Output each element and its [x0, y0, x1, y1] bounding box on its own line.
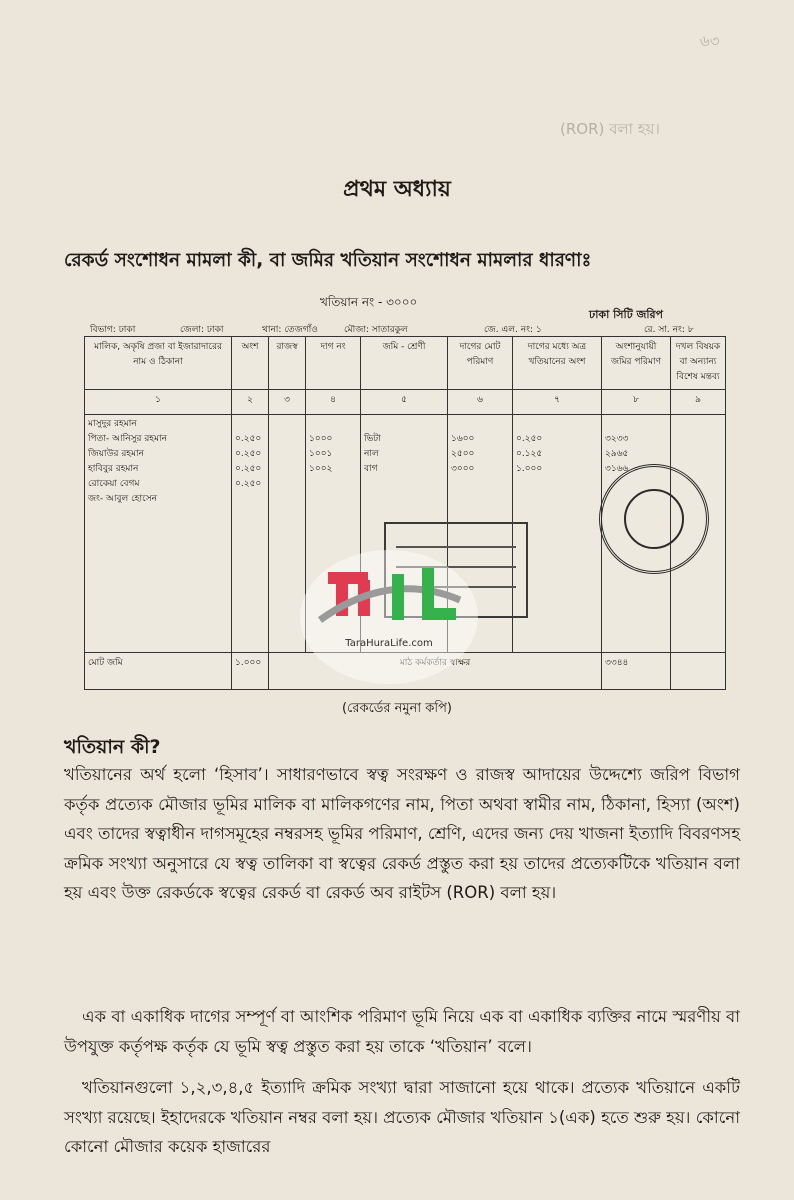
- page-title: রেকর্ড সংশোধন মামলা কী, বা জমির খতিয়ান সংশোধন মামলার ধারণাঃ: [64, 250, 592, 271]
- footer-label: মোট জমি: [85, 652, 232, 689]
- total-area-value: ১৬০০: [451, 433, 475, 444]
- index-cell: ১: [85, 390, 232, 415]
- index-cell: ৭: [513, 390, 602, 415]
- index-cell: ২: [232, 390, 269, 415]
- land-class: ভিটা: [364, 433, 381, 444]
- owner-name: পিতা- আনিসুর রহমান: [88, 433, 168, 444]
- index-cell: ৪: [306, 390, 361, 415]
- index-cell: ৮: [602, 390, 671, 415]
- owner-name: রোকেয়া বেগম: [88, 478, 140, 489]
- index-cell: ৩: [269, 390, 306, 415]
- bleed-through-text: (ROR) বলা হয়।: [560, 120, 660, 138]
- land-class: বাগ: [364, 463, 378, 474]
- owner-name: হাবিবুর রহমান: [88, 463, 139, 474]
- portion-value: ১.০০০: [516, 463, 543, 474]
- land-area-value: ৩১৬৬: [605, 463, 629, 474]
- share-cell: [232, 414, 269, 652]
- footer-share: ১.০০০: [232, 652, 269, 689]
- total-area-value: ৩০০০: [451, 463, 475, 474]
- index-cell: ৯: [671, 390, 726, 415]
- chapter-heading: প্রথম অধ্যায়: [343, 176, 451, 202]
- khatian-number: খতিয়ান নং - ৩০০০: [320, 295, 418, 309]
- jl-number: জে. এল. নং: ১: [484, 325, 542, 335]
- index-cell: ৬: [448, 390, 513, 415]
- share-value: ০.২৫০: [235, 448, 262, 459]
- col-remarks: দখল বিষয়ক বা অন্যান্য বিশেষ মন্তব্য: [671, 337, 726, 390]
- plot-number: ১০০০: [309, 433, 333, 444]
- col-revenue: রাজস্ব: [269, 337, 306, 390]
- division-label: বিভাগ: ঢাকা: [90, 325, 136, 335]
- col-class: জমি - শ্রেণী: [361, 337, 448, 390]
- survey-label: ঢাকা সিটি জরিপ: [589, 308, 664, 321]
- paragraph-2: এক বা একাধিক দাগের সম্পূর্ণ বা আংশিক পরিমাণ ভূমি নিয়ে এক বা একাধিক ব্যক্তির নামে স্মরণীয় বা উপযুক্ত কর্তৃপক্ষ কর্তৃক যে ভূমি স্বত্ব প্রস্তুত করা হয় তাকে ‘খতিয়ান’ বলে।: [64, 1007, 740, 1056]
- land-area-value: ৩২৩৩: [605, 433, 629, 444]
- ledger-header-row: [85, 337, 726, 390]
- owner-name: জং- আবুল হোসেন: [88, 493, 158, 504]
- watermark-text: TaraHuraLife.com: [345, 638, 433, 649]
- owner-name: মাসুদুর রহমান: [88, 418, 137, 429]
- col-owner: মালিক, অকৃষি প্রজা বা ইজারাদারের নাম ও ঠিকানা: [85, 337, 232, 390]
- website-watermark: [300, 550, 478, 684]
- paragraph-3: খতিয়ানগুলো ১,২,৩,৪,৫ ইত্যাদি ক্রমিক সংখ্যা দ্বারা সাজানো হয়ে থাকে। প্রত্যেক খতিয়ানে একটি সংখ্যা রয়েছে। ইহাদেরকে খতিয়ান নম্বর বলা হয়। প্রত্যেক মৌজার খতিয়ান ১(এক) হতে শুরু হয়। কোনো কোনো মৌজার কয়েক হাজারের: [64, 1078, 740, 1156]
- total-area-value: ২৫০০: [451, 448, 475, 459]
- district-label: জেলা: ঢাকা: [180, 325, 224, 335]
- section-heading: খতিয়ান কী?: [64, 736, 161, 758]
- land-class: নাল: [364, 448, 379, 459]
- seal-emblem: [624, 489, 684, 549]
- bleed-page-number: ৬৩: [700, 32, 720, 50]
- government-seal: [599, 464, 709, 574]
- plot-number: ১০০২: [309, 463, 333, 474]
- ledger-index-row: [85, 390, 726, 415]
- upazila-label: থানা: তেজগাঁও: [262, 325, 318, 335]
- portion-value: ০.১২৫: [516, 448, 543, 459]
- col-portion: দাগের মধ্যে অত্র খতিয়ানের অংশ: [513, 337, 602, 390]
- col-plot: দাগ নং: [306, 337, 361, 390]
- plot-number: ১০০১: [309, 448, 333, 459]
- owner-cell: [85, 414, 232, 652]
- mouza-label: মৌজা: সাতারকুল: [344, 325, 408, 335]
- ro-number: রে. সা. নং: ৮: [644, 325, 694, 335]
- footer-signature: মাঠ কর্মকর্তার স্বাক্ষর: [269, 652, 602, 689]
- index-cell: ৫: [361, 390, 448, 415]
- col-land-area: অংশানুযায়ী জমির পরিমাণ: [602, 337, 671, 390]
- col-share: অংশ: [232, 337, 269, 390]
- footer-remarks: [671, 652, 726, 689]
- share-value: ০.২৫০: [235, 463, 262, 474]
- figure-caption: (রেকর্ডের নমুনা কপি): [341, 701, 453, 716]
- footer-total: ৩৩৪৪: [602, 652, 671, 689]
- share-value: ০.২৫০: [235, 433, 262, 444]
- owner-name: জিয়াউর রহমান: [88, 448, 145, 459]
- col-total-area: দাগের মোট পরিমাণ: [448, 337, 513, 390]
- share-value: ০.২৫০: [235, 478, 262, 489]
- paragraph-1: খতিয়ানের অর্থ হলো ‘হিসাব’। সাধারণভাবে স্বত্ব সংরক্ষণ ও রাজস্ব আদায়ের উদ্দেশ্যে জরিপ বিভাগ কর্তৃক প্রত্যেক মৌজার ভূমির মালিক বা মালিকগণের নাম, পিতা অথবা স্বামীর নাম, ঠিকানা, হিস্যা (অংশ) এবং তাদের স্বত্বাধীন দাগসমূহের নম্বরসহ ভূমির পরিমাণ, শ্রেণি, এদের জন্য দেয় খাজনা ইত্যাদি বিবরণসহ ক্রমিক সংখ্যা অনুসারে যে স্বত্ব তালিকা বা স্বত্বের রেকর্ড প্রস্তুত করা হয় তাদের প্রত্যেকটিকে খতিয়ান বলা হয় এবং উক্ত রেকর্ডকে স্বত্বের রেকর্ড বা রেকর্ড অব রাইটস (ROR) বলা হয়।: [64, 765, 740, 902]
- land-area-value: ২৯৬৫: [605, 448, 629, 459]
- portion-value: ০.২৫০: [516, 433, 543, 444]
- watermark-logo-icon: [300, 550, 478, 640]
